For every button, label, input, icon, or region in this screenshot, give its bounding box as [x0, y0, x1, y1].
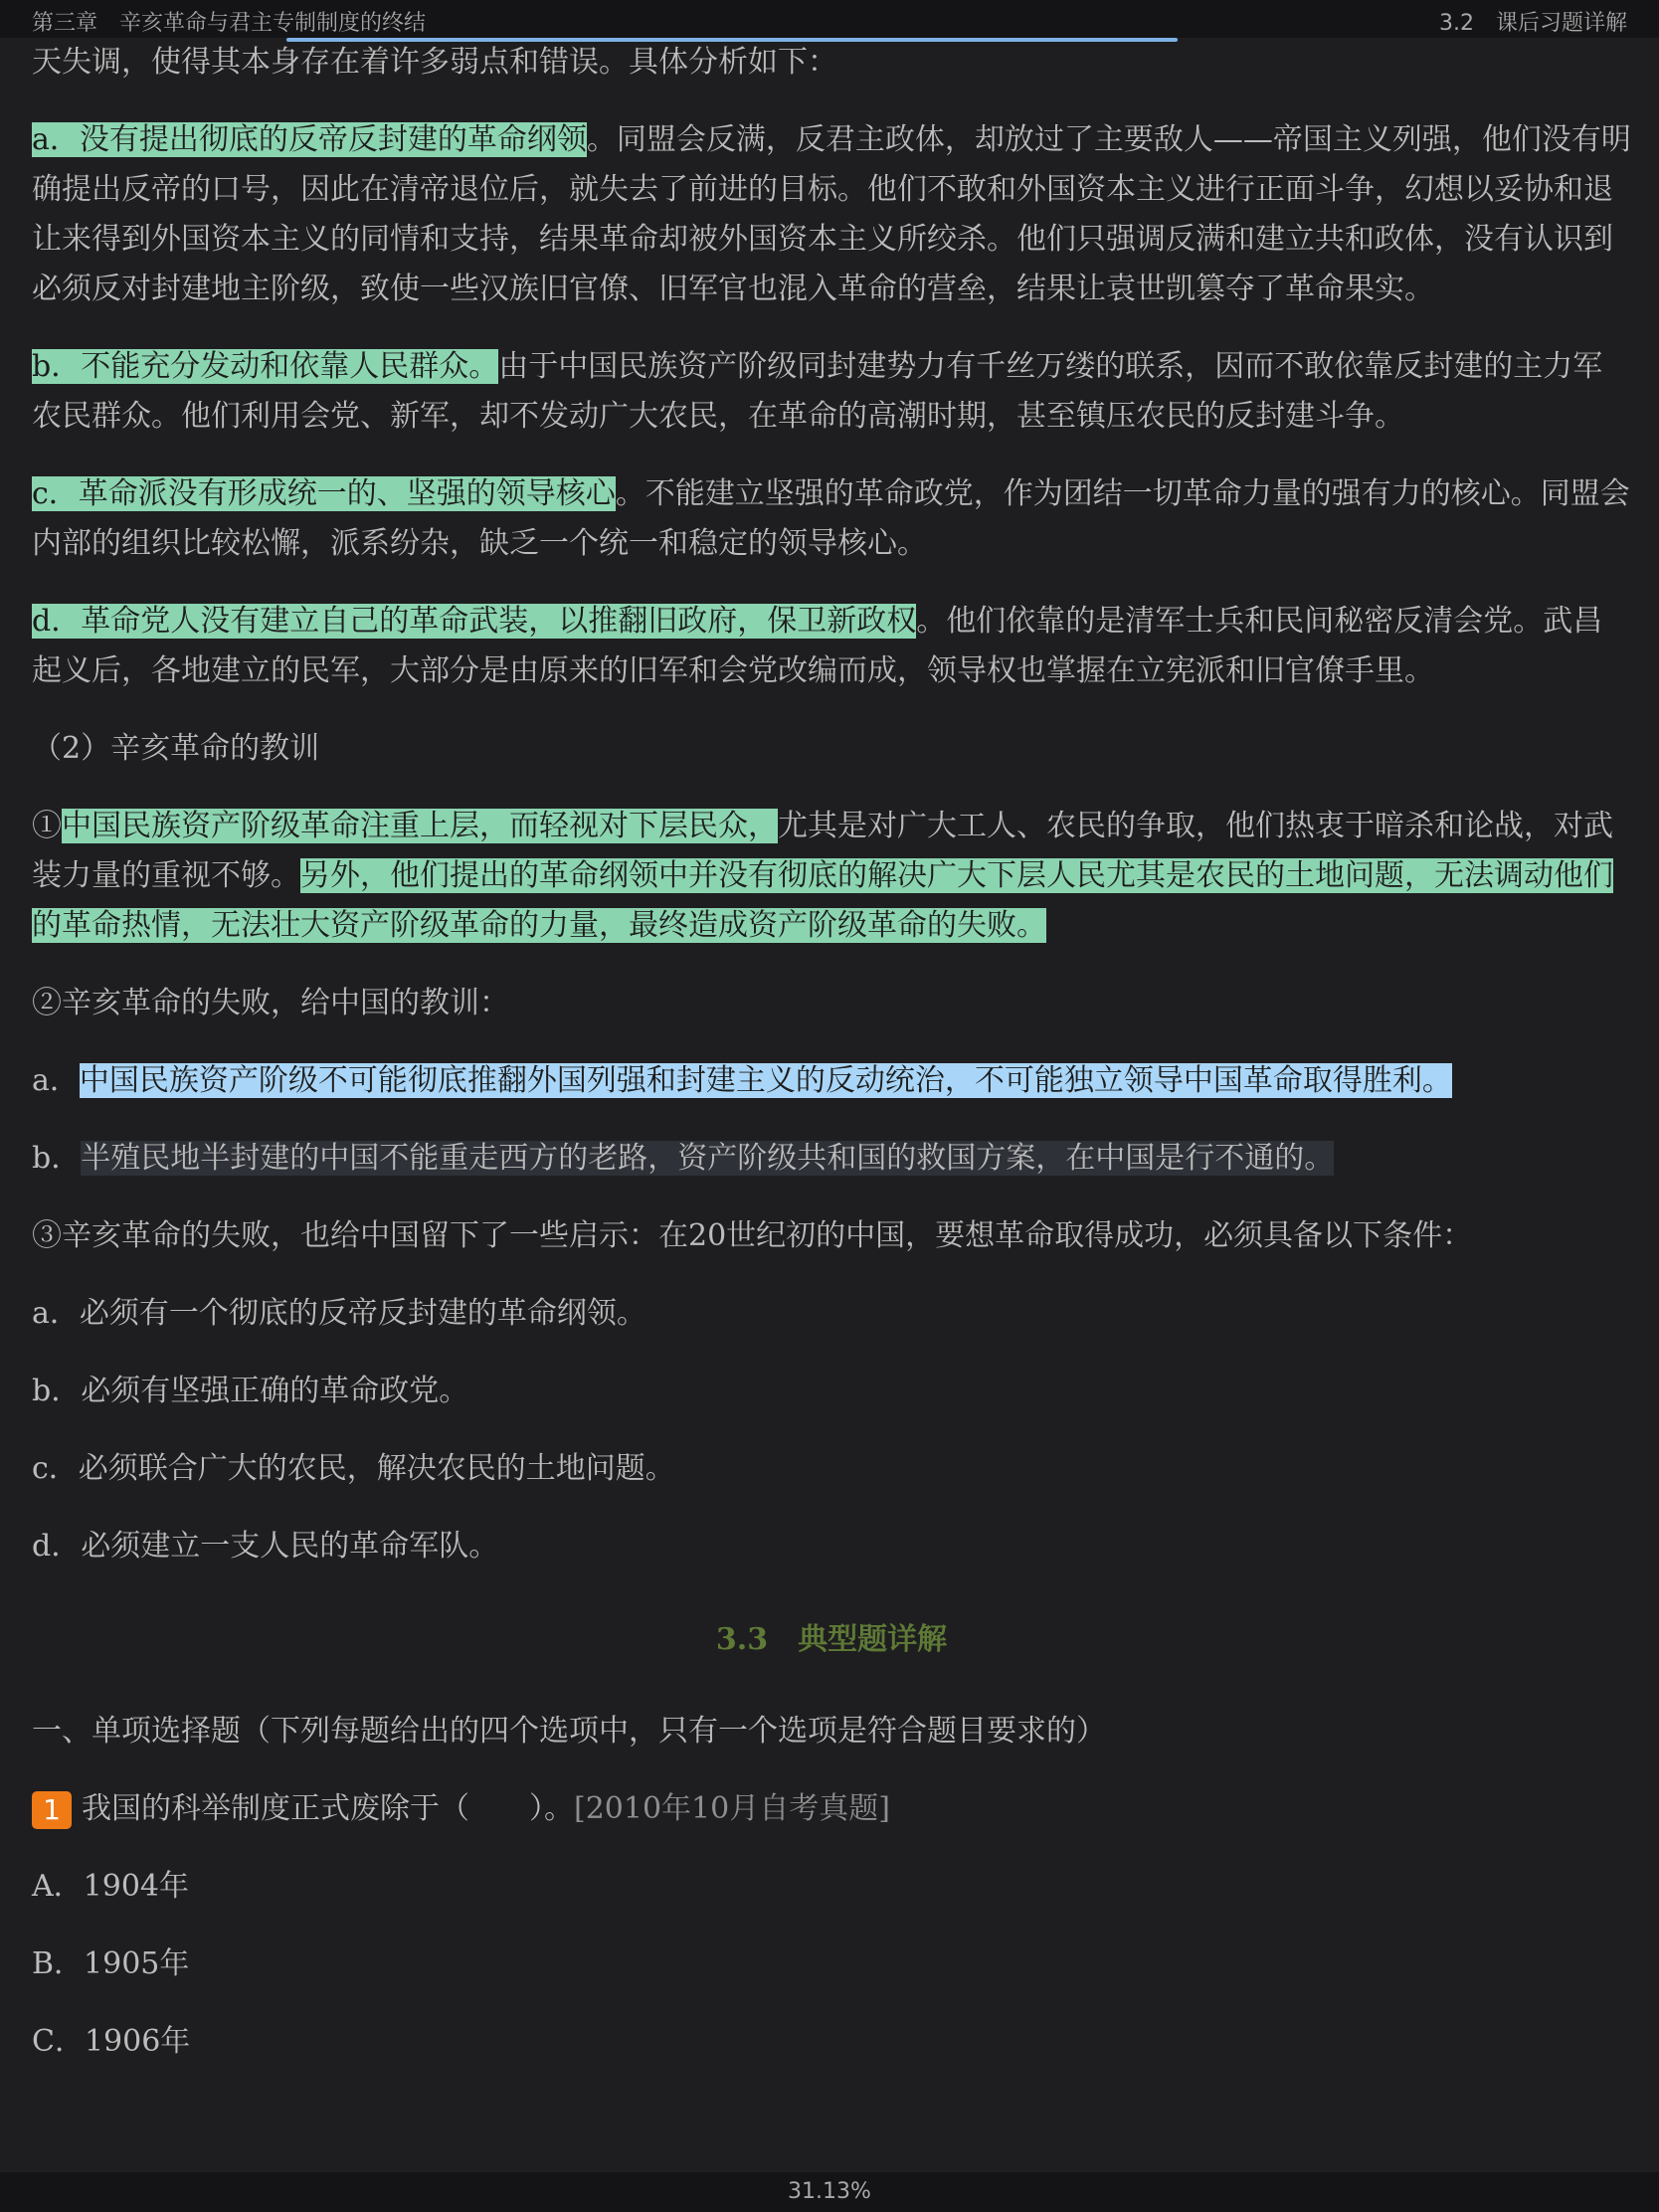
- paragraph-d-text: 。他们依靠的是清军士兵和民间秘密反清会党。武昌起义后，各地建立的民军，大部分是由原来的旧军和会党改编而成，领导权也掌握在立宪派和旧官僚手里。: [32, 604, 1603, 688]
- highlight-b[interactable]: b．不能充分发动和依靠人民群众。: [32, 349, 499, 384]
- option-c: C．1906年: [32, 2024, 191, 2059]
- paragraph-b: [32, 342, 1631, 442]
- section-heading: 3.3 典型题详解: [715, 1622, 948, 1657]
- selection-lesson-2b[interactable]: 半殖民地半封建的中国不能重走西方的老路，资产阶级共和国的救国方案，在中国是行不通的。: [81, 1141, 1335, 1176]
- lesson-2a: [32, 1056, 1631, 1106]
- lesson-2b: [32, 1134, 1631, 1184]
- lesson-2b-prefix: b．: [32, 1141, 82, 1176]
- mcq-heading: 一、单项选择题（下列每题给出的四个选项中，只有一个选项是符合题目要求的）: [32, 1714, 1106, 1749]
- condition-a: a．必须有一个彻底的反帝反封建的革命纲领。: [32, 1296, 646, 1331]
- chapter-title: 第三章 辛亥革命与君主专制制度的终结: [32, 11, 427, 36]
- reading-progress-bar: [0, 2172, 1659, 2212]
- highlight-lesson-2a[interactable]: 中国民族资产阶级不可能彻底推翻外国列强和封建主义的反动统治，不可能独立领导中国革命取得胜利。: [79, 1063, 1452, 1098]
- lesson-1: [32, 802, 1631, 951]
- reading-progress-percent: 31.13%: [788, 2179, 871, 2204]
- lesson-2a-prefix: a．: [32, 1063, 80, 1098]
- reader-content[interactable]: [32, 38, 1631, 2067]
- question-1-source: [2010年10月自考真题]: [574, 1791, 890, 1826]
- option-a: A．1904年: [32, 1869, 190, 1904]
- option-b: B．1905年: [32, 1946, 190, 1981]
- condition-d: d．必须建立一支人民的革命军队。: [32, 1529, 499, 1564]
- question-1-text: 我国的科举制度正式废除于（ ）。: [82, 1791, 574, 1826]
- paragraph-c: [32, 469, 1631, 569]
- section-title: 3.2 课后习题详解: [1439, 11, 1627, 36]
- condition-c: c．必须联合广大的农民，解决农民的土地问题。: [32, 1451, 675, 1486]
- paragraph-a-text: 。同盟会反满，反君主政体，却放过了主要敌人——帝国主义列强，他们没有明确提出反帝的口号，因此在清帝退位后，就失去了前进的目标。他们不敢和外国资本主义进行正面斗争，幻想以妥协和退让来得到外国资本主义的同情和支持，结果革命却被外国资本主义所绞杀。他们只强调反满和建立共和政体，没有认识到必须反对封建地主阶级，致使一些汉族旧官僚、旧军官也混入革命的营垒，结果让袁世凯篡夺了革命果实。: [32, 122, 1631, 306]
- highlight-lesson-1b[interactable]: 另外，他们提出的革命纲领中并没有彻底的解决广大下层人民尤其是农民的土地问题，无法调动他们的革命热情，无法壮大资产阶级革命的力量，最终造成资产阶级革命的失败。: [32, 858, 1613, 943]
- condition-b: b．必须有坚强正确的革命政党。: [32, 1374, 469, 1408]
- lesson-1-prefix: ①: [32, 809, 62, 843]
- lesson-2: ②辛亥革命的失败，给中国的教训：: [32, 986, 509, 1020]
- paragraph-d: [32, 597, 1631, 696]
- paragraph-a: [32, 115, 1631, 314]
- highlight-lesson-1a[interactable]: 中国民族资产阶级革命注重上层，而轻视对下层民众，: [62, 809, 778, 843]
- question-number-badge[interactable]: 1: [32, 1791, 72, 1829]
- lesson-1-text: 尤其是对广大工人、农民的争取，他们热衷于暗杀和论战，对武装力量的重视不够。: [32, 809, 1613, 893]
- highlight-c[interactable]: c．革命派没有形成统一的、坚强的领导核心: [32, 476, 616, 511]
- question-1: [32, 1784, 1631, 1834]
- highlight-a[interactable]: a．没有提出彻底的反帝反封建的革命纲领: [32, 122, 587, 157]
- intro-paragraph: 天失调，使得其本身存在着许多弱点和错误。具体分析如下：: [32, 45, 837, 80]
- paragraph-c-text: 。不能建立坚强的革命政党，作为团结一切革命力量的强有力的核心。同盟会内部的组织比较松懈，派系纷杂，缺乏一个统一和稳定的领导核心。: [32, 476, 1630, 561]
- reader-header: [0, 0, 1659, 38]
- lesson-heading: （2）辛亥革命的教训: [32, 731, 320, 766]
- lesson-3: ③辛亥革命的失败，也给中国留下了一些启示：在20世纪初的中国，要想革命取得成功，必须具备以下条件：: [32, 1218, 1473, 1253]
- paragraph-b-text: 由于中国民族资产阶级同封建势力有千丝万缕的联系，因而不敢依靠反封建的主力军农民群众。他们利用会党、新军，却不发动广大农民，在革命的高潮时期，甚至镇压农民的反封建斗争。: [32, 349, 1603, 434]
- highlight-d[interactable]: d．革命党人没有建立自己的革命武装，以推翻旧政府，保卫新政权: [32, 604, 917, 639]
